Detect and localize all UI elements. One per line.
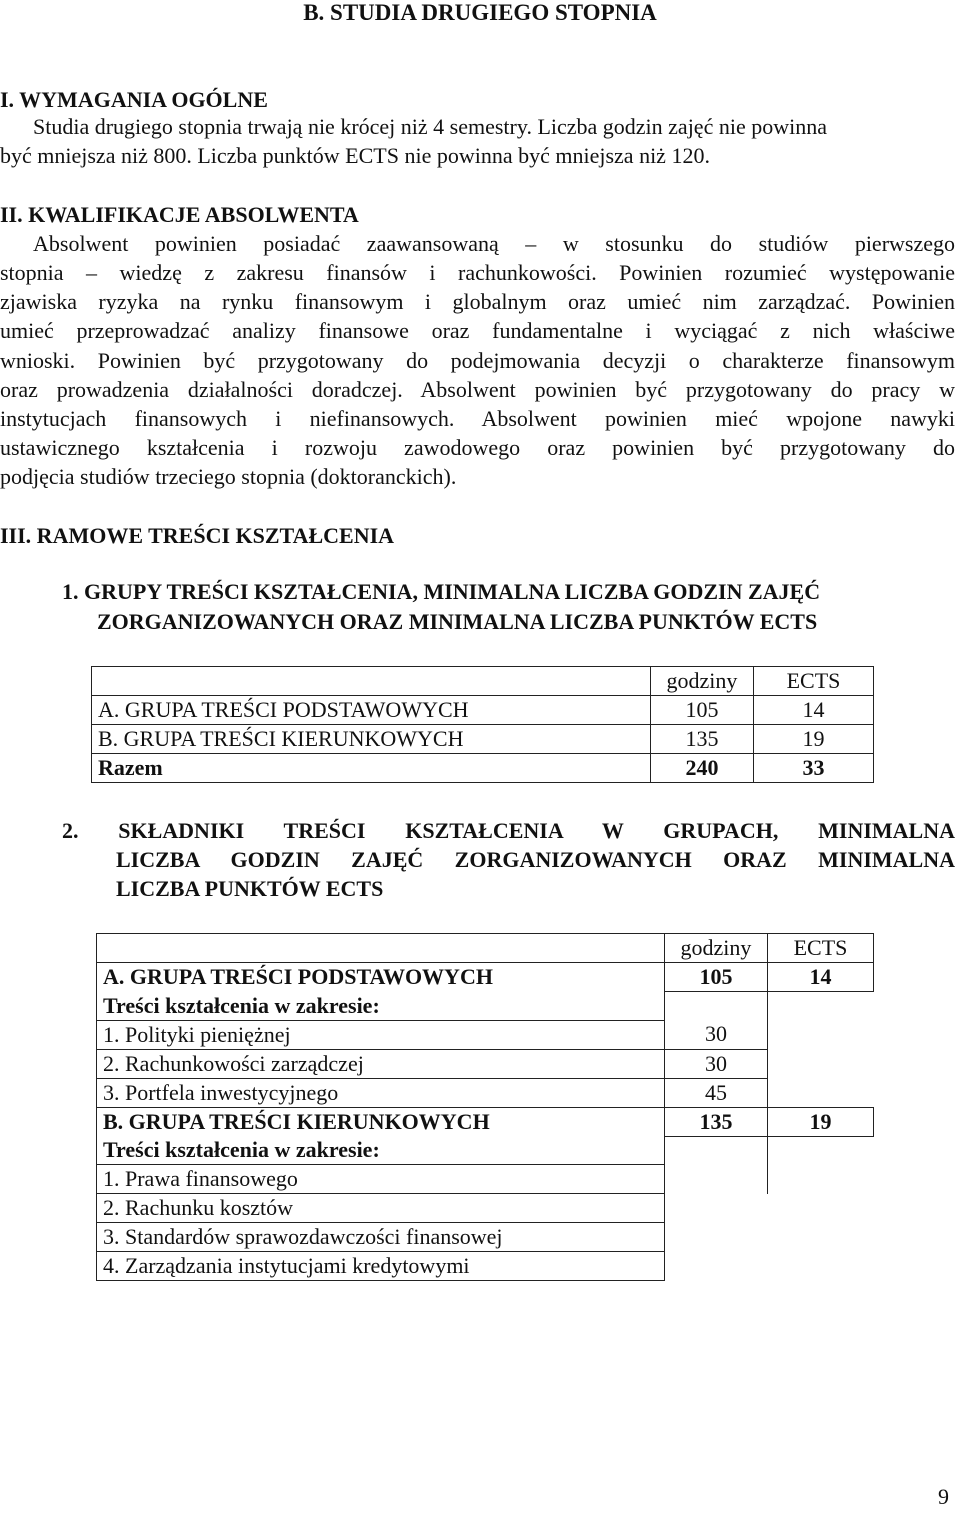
table-row-scope [97,992,874,1021]
table-header-cell: ECTS [768,934,874,963]
table-row [97,1223,874,1252]
group-b-ects: 19 [768,1107,874,1136]
table-row [97,1194,874,1223]
table-cell-ects: 14 [754,696,874,725]
table-row [97,1165,874,1194]
group-a-scope: Treści kształcenia w zakresie: [97,992,665,1021]
section-2-line: zjawiska ryzyka na rynku finansowym i globalnym oraz umieć nim zarządzać. Powinien [0,289,955,314]
table-row-group [97,1107,874,1136]
table-cell-hours: 105 [651,696,754,725]
section-2-line: stopnia – wiedzę z zakresu finansów i rachunkowości. Powinien rozumieć występowanie [0,260,955,285]
group-b-scope: Treści kształcenia w zakresie: [97,1136,665,1165]
table-cell-empty [768,1049,874,1078]
table-cell-empty [768,1252,874,1281]
table-header-cell [97,934,665,963]
section-2-line: oraz prowadzenia działalności doradczej. Absolwent powinien być przygotowany do pracy w [0,377,955,402]
subsection-2-heading: LICZBA PUNKTÓW ECTS [116,876,384,901]
table-row-total [92,754,874,783]
page-number: 9 [938,1484,949,1509]
group-a-label: A. GRUPA TREŚCI PODSTAWOWYCH [97,963,665,992]
section-1-line: Studia drugiego stopnia trwają nie krócej niż 4 semestry. Liczba godzin zajęć nie powinna [33,114,827,139]
table-row-group [97,963,874,992]
table-cell-empty [665,1165,768,1194]
table-row [92,725,874,754]
subsection-1-heading: ZORGANIZOWANYCH ORAZ MINIMALNA LICZBA PUNKTÓW ECTS [97,609,818,634]
item-hours: 30 [665,1020,768,1049]
table-row [92,696,874,725]
table-cell-empty [665,992,768,1021]
table-cell-empty [768,992,874,1021]
table-row [97,1252,874,1281]
table-cell-empty [665,1194,768,1223]
table-cell-empty [768,1078,874,1107]
table-row [97,1020,874,1049]
group-b-label: B. GRUPA TREŚCI KIERUNKOWYCH [97,1107,665,1136]
table-cell-ects: 33 [754,754,874,783]
table-cell-empty [768,1194,874,1223]
page-title: B. STUDIA DRUGIEGO STOPNIA [303,0,657,25]
section-2-line: podjęcia studiów trzeciego stopnia (doktoranckich). [0,464,457,489]
table-cell-label: A. GRUPA TREŚCI PODSTAWOWYCH [92,696,651,725]
table-cell-empty [768,1136,874,1165]
table-row [97,1049,874,1078]
table-cell-hours: 135 [651,725,754,754]
table-cell-empty [768,1165,874,1194]
section-1-line: być mniejsza niż 800. Liczba punktów ECTS nie powinna być mniejsza niż 120. [0,143,710,168]
table-cell-ects: 19 [754,725,874,754]
section-2-line: umieć przeprowadzać analizy finansowe oraz fundamentalne i wyciągać z nich właściwe [0,318,955,343]
table-row-scope [97,1136,874,1165]
group-b-hours: 135 [665,1107,768,1136]
table-cell-hours: 240 [651,754,754,783]
table-cell-empty [665,1252,768,1281]
table-row [97,1078,874,1107]
item-hours: 45 [665,1078,768,1107]
table-header-cell: godziny [665,934,768,963]
table-cell-empty [665,1223,768,1252]
table-header-cell [92,667,651,696]
subsection-2-heading: LICZBA GODZIN ZAJĘĆ ZORGANIZOWANYCH ORAZ MINIMALNA [116,847,955,872]
item-label: 1. Polityki pieniężnej [97,1020,665,1049]
section-2-heading: II. KWALIFIKACJE ABSOLWENTA [0,202,359,227]
section-2-line: instytucjach finansowych i niefinansowych. Absolwent powinien mieć wpojone nawyki [0,406,955,431]
section-2-line: Absolwent powinien posiadać zaawansowaną – w stosunku do studiów pierwszego [33,231,955,256]
table-cell-empty [665,1136,768,1165]
section-1-heading: I. WYMAGANIA OGÓLNE [0,87,268,112]
table-header-cell: godziny [651,667,754,696]
section-2-line: wnioski. Powinien być przygotowany do podejmowania decyzji o charakterze finansowym [0,348,955,373]
item-label: 2. Rachunkowości zarządczej [97,1049,665,1078]
table-header-cell: ECTS [754,667,874,696]
table-cell-empty [768,1020,874,1049]
table-cell-label: B. GRUPA TREŚCI KIERUNKOWYCH [92,725,651,754]
table-groups-summary [91,666,874,783]
item-hours: 30 [665,1049,768,1078]
table-group-components [96,933,874,1281]
group-a-hours: 105 [665,963,768,992]
subsection-2-heading: 2. SKŁADNIKI TREŚCI KSZTAŁCENIA W GRUPACH, MINIMALNA [62,818,955,843]
subsection-1-heading: 1. GRUPY TREŚCI KSZTAŁCENIA, MINIMALNA LICZBA GODZIN ZAJĘĆ [62,579,821,604]
group-a-ects: 14 [768,963,874,992]
item-label: 2. Rachunku kosztów [97,1194,665,1223]
table-cell-label: Razem [92,754,651,783]
item-label: 3. Portfela inwestycyjnego [97,1078,665,1107]
item-label: 1. Prawa finansowego [97,1165,665,1194]
item-label: 4. Zarządzania instytucjami kredytowymi [97,1252,665,1281]
section-2-line: ustawicznego kształcenia i rozwoju zawodowego oraz powinien być przygotowany do [0,435,955,460]
table-header-row [97,934,874,963]
table-header-row [92,667,874,696]
item-label: 3. Standardów sprawozdawczości finansowej [97,1223,665,1252]
section-3-heading: III. RAMOWE TREŚCI KSZTAŁCENIA [0,523,395,548]
table-cell-empty [768,1223,874,1252]
